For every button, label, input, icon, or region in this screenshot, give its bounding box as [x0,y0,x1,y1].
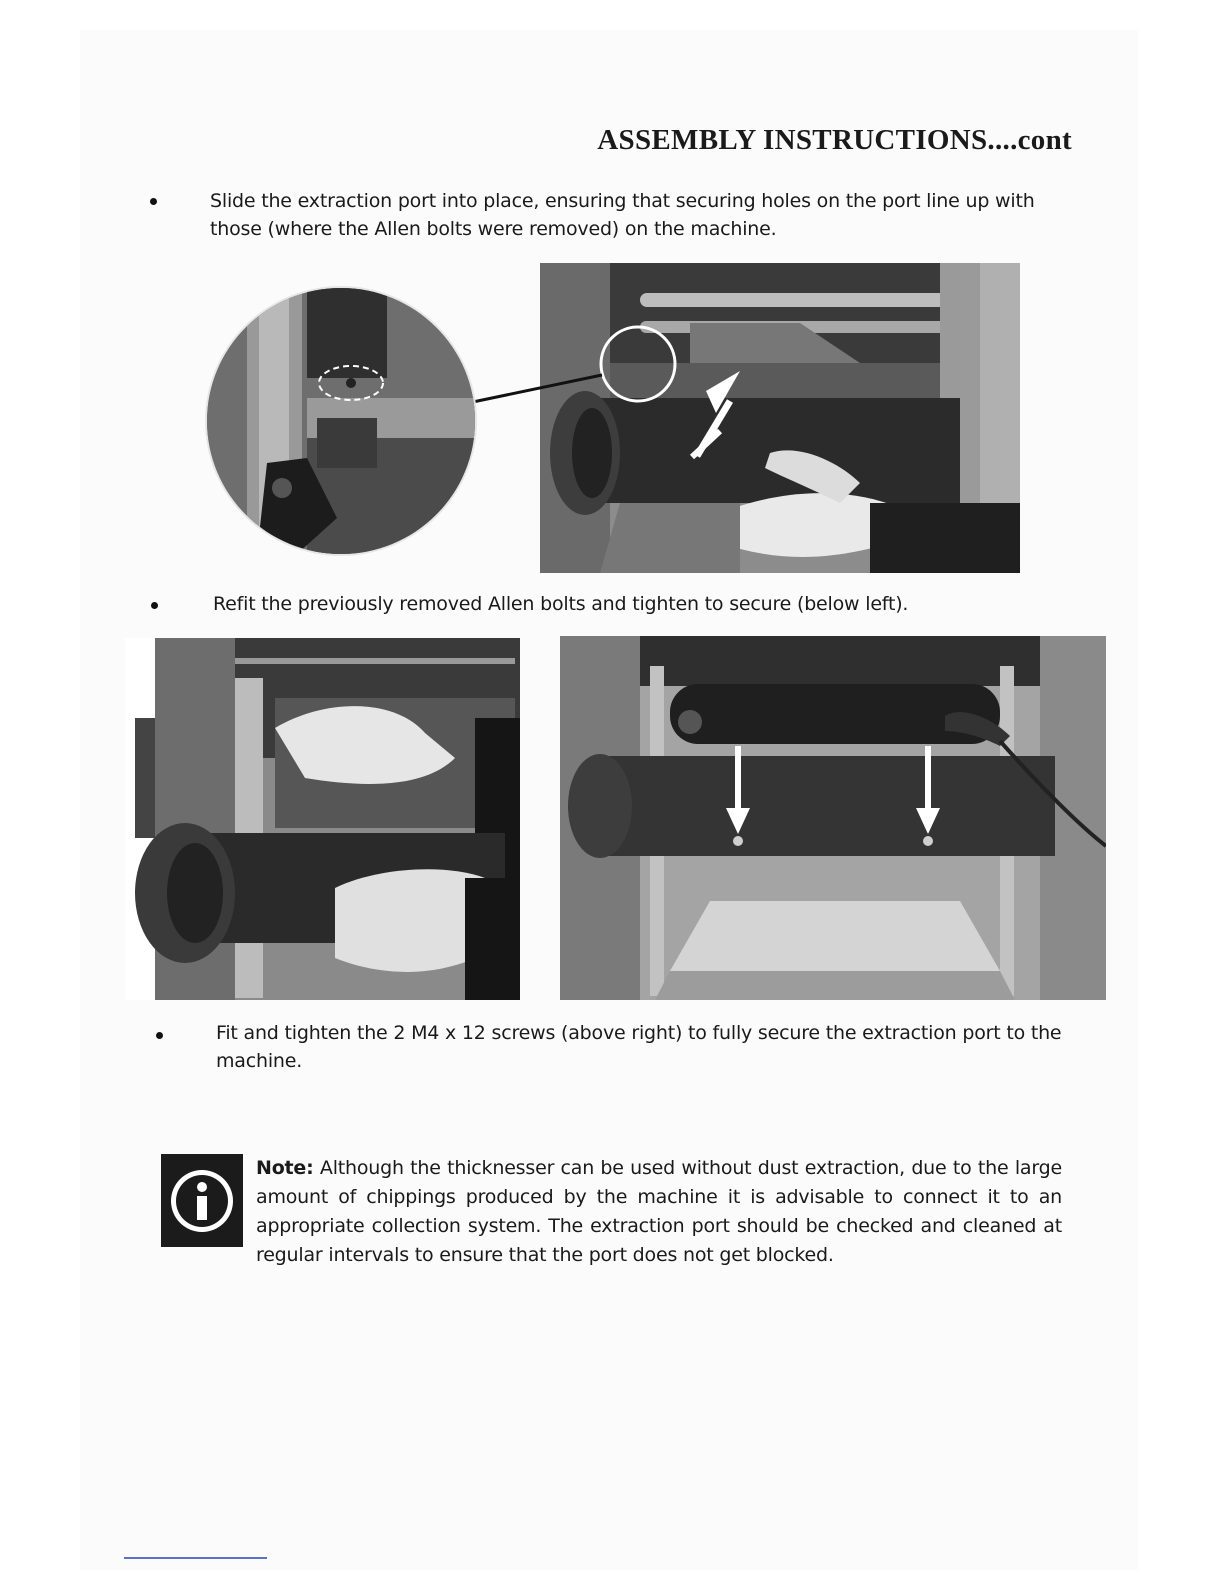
page-title: ASSEMBLY INSTRUCTIONS....cont [597,124,1072,156]
info-icon [161,1154,243,1247]
photo-extraction-port-slide [540,263,1020,573]
bullet-icon [150,198,157,205]
note-label: Note: [256,1157,314,1179]
photo-refit-allen-bolts [125,638,520,1000]
inset-closeup-securing-hole [205,286,477,556]
photo-m4-screws [560,636,1106,1000]
step-2-text: Refit the previously removed Allen bolts and tighten to secure (below left). [213,593,909,615]
note-body: Although the thicknesser can be used without dust extraction, due to the large amount of chippings produced by the machine it is advisable to connect it to an appropriate collection system. The extraction port should be checked and cleaned at regular intervals to ensure that the port does not get blocked. [256,1157,1062,1266]
step-3-text: Fit and tighten the 2 M4 x 12 screws (above right) to fully secure the extraction port to the machine. [216,1022,1062,1072]
footer-rule [124,1557,267,1559]
step-1-text: Slide the extraction port into place, ensuring that securing holes on the port line up with those (where the Allen bolts were removed) on the machine. [210,190,1035,240]
bullet-icon [151,602,158,609]
connector-line [460,370,610,410]
bullet-icon [156,1032,163,1039]
note-paragraph [256,1154,1062,1270]
